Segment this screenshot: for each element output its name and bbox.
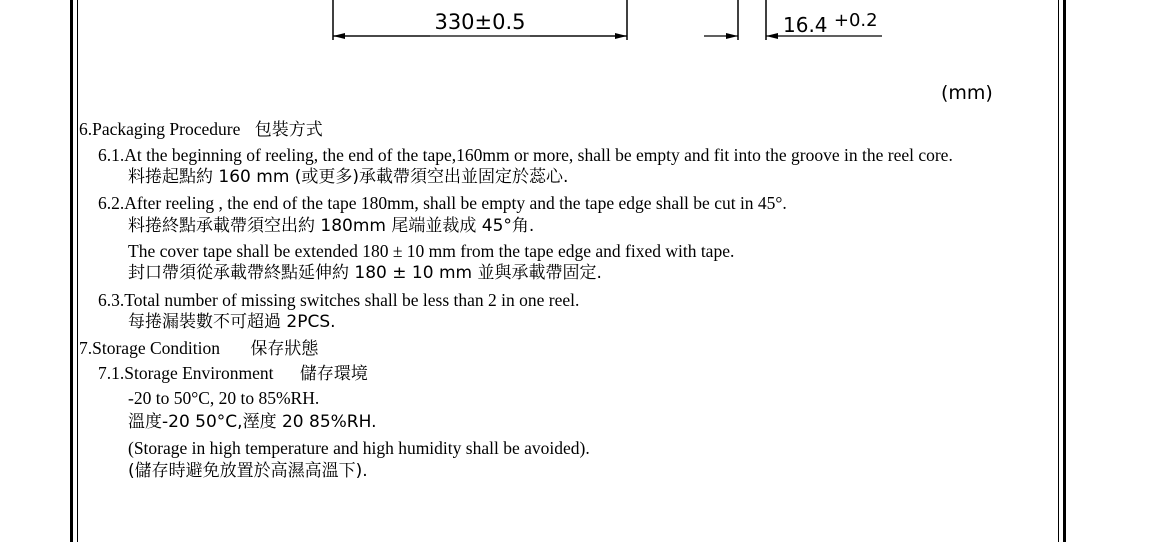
frame-right-outer bbox=[1063, 0, 1066, 542]
dim-16-4-label: 16.4 +0.2 bbox=[783, 10, 878, 37]
section-7-heading-zh: 保存狀態 bbox=[250, 339, 319, 359]
item-6-3-en: 6.3.Total number of missing switches shall be less than 2 in one reel. bbox=[98, 290, 580, 310]
item-6-1-zh: 料捲起點約 160 mm (或更多)承載帶須空出並固定於蕊心. bbox=[128, 167, 569, 187]
section-6-heading bbox=[79, 119, 323, 140]
item-7-1-note-zh: (儲存時避免放置於高濕高溫下). bbox=[128, 461, 368, 481]
section-7-heading bbox=[79, 338, 318, 359]
item-6-2-zh: 料捲終點承載帶須空出約 180mm 尾端並裁成 45°角. bbox=[128, 216, 535, 236]
item-7-1-heading-zh: 儲存環境 bbox=[299, 364, 368, 384]
section-7-heading-en: 7.Storage Condition bbox=[79, 338, 220, 358]
frame-left-outer bbox=[70, 0, 73, 542]
item-7-1-heading bbox=[98, 363, 368, 384]
item-7-1-note-en: (Storage in high temperature and high humidity shall be avoided). bbox=[128, 438, 590, 458]
item-6-2-cover-tape-en: The cover tape shall be extended 180 ± 10 mm from the tape edge and fixed with tape. bbox=[128, 241, 735, 261]
item-6-2-cover-tape-zh: 封口帶須從承載帶終點延伸約 180 ± 10 mm 並與承載帶固定. bbox=[128, 263, 602, 283]
section-6-heading-en: 6.Packaging Procedure bbox=[79, 119, 241, 139]
section-6-heading-zh: 包裝方式 bbox=[254, 120, 323, 140]
item-7-1-range-zh: 溫度-20 50°C,溼度 20 85%RH. bbox=[128, 412, 377, 432]
item-6-2-en: 6.2.After reeling , the end of the tape 180mm, shall be empty and the tape edge shall be cut in 45°. bbox=[98, 193, 787, 213]
item-7-1-heading-en: 7.1.Storage Environment bbox=[98, 363, 274, 383]
frame-left-inner bbox=[77, 0, 78, 542]
item-6-3-zh: 每捲漏裝數不可超過 2PCS. bbox=[128, 312, 336, 332]
reel-dimension-drawing bbox=[0, 0, 1150, 60]
item-7-1-range-en: -20 to 50°C, 20 to 85%RH. bbox=[128, 388, 320, 408]
unit-label: (mm) bbox=[941, 82, 993, 104]
item-6-1-en: 6.1.At the beginning of reeling, the end of the tape,160mm or more, shall be empty and fit into the groove in the reel core. bbox=[98, 145, 953, 165]
dim-330-label: 330±0.5 bbox=[434, 10, 526, 34]
frame-right-inner bbox=[1058, 0, 1059, 542]
